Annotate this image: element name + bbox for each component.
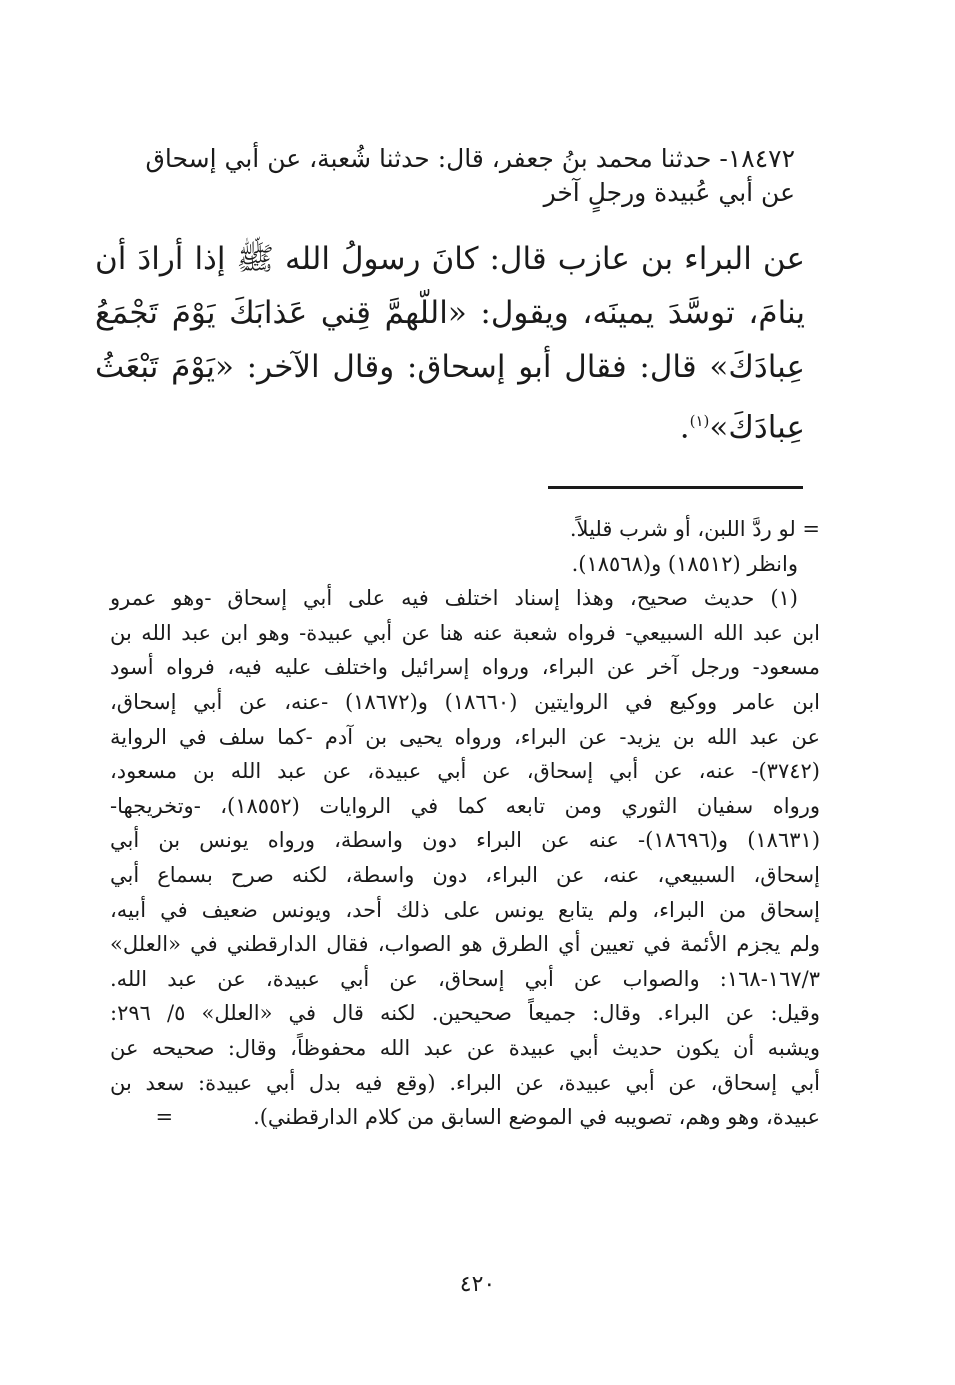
footnote-ref: (١) <box>689 412 710 430</box>
note-line: أبي إسحاق، عن أبي عبيدة، عن البراء. (وقع فيه بدل أبي عبيدة: سعد بن <box>110 1070 820 1095</box>
note-line: (١) حديث صحيح، وهذا إسناد اختلف فيه على أبي إسحاق -وهو عمرو <box>110 586 798 611</box>
note-line: ولم يجزم الأئمة في تعيين أي الطرق هو الصواب، فقال الدارقطني في «العلل» <box>110 932 820 957</box>
note-line: (٣٧٤٢)- عنه، عن أبي إسحاق، عن أبي عبيدة، عن عبد الله بن مسعود، <box>110 759 820 784</box>
note-line: عبيدة، وهو وهم، تصويبه في الموضع السابق من كلام الدارقطني). <box>253 1105 820 1130</box>
carry-over-line-1: = لو ردَّ اللبن، أو شرب قليلاً. <box>569 517 820 541</box>
note-line: ١٦٧/٣-١٦٨: والصواب عن أبي إسحاق، عن أبي عبيدة، عن عبد الله. <box>110 966 820 991</box>
note-line: إسحاق من البراء، ولم يتابع يونس على ذلك أحد، ويونس ضعيف في أبيه، <box>110 897 820 922</box>
note-line: وقيل: عن البراء. وقال: جميعاً صحيحين. لكنه قال في «العلل» ٥/ ٢٩٦: <box>110 1001 820 1026</box>
matn-text: عن البراء بن عازب قال: كانَ رسولُ الله ﷺ إذا أرادَ أن ينامَ، توسَّدَ يمينَه، ويقول: «اللّهمَّ قِني عَذابَكَ يَوْمَ تَجْمَعُ عِبادَكَ» قال: فقال أبو إسحاق: وقال الآخر: «يَوْمَ تَبْعَثُ عِبادَكَ» <box>95 241 805 446</box>
footnotes <box>110 512 820 1135</box>
note-line: ابن عامر ووكيع في الروايتين (١٨٦٦٠) و(١٨٦٧٢) -عنه، عن أبي إسحاق، <box>110 689 820 714</box>
isnad-line-1: ١٨٤٧٢- حدثنا محمد بنُ جعفر، قال: حدثنا شُعبة، عن أبي إسحاق <box>145 144 795 173</box>
note-line: مسعود- ورجل آخر عن البراء، ورواه إسرائيل واختلف عليه فيه، فرواه أسود <box>110 655 820 680</box>
note-line-last <box>110 1100 820 1135</box>
hadith-matn <box>95 232 805 454</box>
note-line: ويشبه أن يكون حديث أبي عبيدة عن عبد الله محفوظاً، وقال: صحيحه عن <box>110 1035 820 1060</box>
note-line: ابن عبد الله السبيعي- فرواه شعبة عنه هنا عن أبي عبيدة- وهو ابن عبد الله بن <box>110 620 820 645</box>
note-line: إسحاق، السبيعي، عنه، عن البراء، دون واسطة، لكنه صرح بسماع أبي <box>110 862 820 887</box>
footnote-1 <box>110 581 820 1135</box>
note-line: عن عبد الله بن يزيد- عن البراء، ورواه يحيى بن آدم -كما سلف في الرواية <box>110 724 820 749</box>
isnad-line-2: عن أبي عُبيدة ورجلٍ آخر <box>543 178 795 207</box>
note-line: ورواه سفيان الثوري ومن تابعه كما في الروايات (١٨٥٥٢)، -وتخريجها- <box>110 793 820 818</box>
note-line: (١٨٦٣١) و(١٨٦٩٦)- عنه عن البراء دون واسطة، ورواه يونس بن أبي <box>110 828 821 853</box>
footnote-separator <box>548 486 803 489</box>
hadith-isnad <box>95 142 795 210</box>
continuation-mark: = <box>155 1105 174 1130</box>
matn-end: . <box>679 409 690 446</box>
page-number: ٤٢٠ <box>459 1272 496 1297</box>
carry-over-line-2: وانظر (١٨٥١٢) و(١٨٥٦٨). <box>571 551 798 576</box>
